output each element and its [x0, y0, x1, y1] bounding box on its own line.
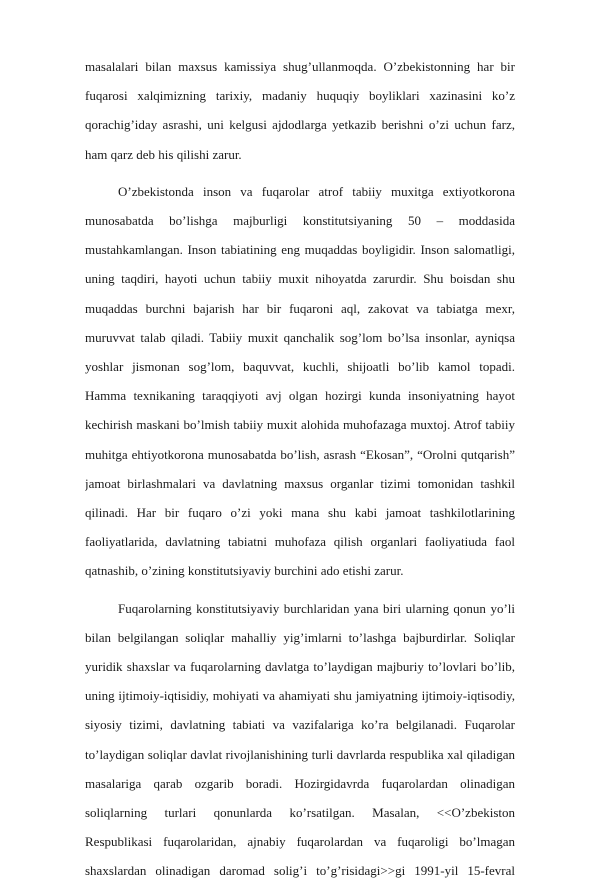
- text-line: Hamma texnikaning taraqqiyoti avj olgan hozirgi kunda insoniyatning hayot: [85, 388, 515, 403]
- text-line: kechirish maskani bo’lmish tabiiy muxit alohida muhofazaga muxtoj. Atrof tabiiy: [85, 417, 515, 432]
- text-line: uning taqdiri, hayoti uchun tabiiy muxit nihoyatda zarurdir. Shu boisdan shu: [85, 271, 515, 286]
- text-line: ham qarz deb his qilishi zarur.: [85, 147, 242, 162]
- text-line: uning ijtimoiy-iqtisidiy, mohiyati va ahamiyati shu jamiyatning ijtimoiy-iqtisodiy,: [85, 688, 515, 703]
- text-line: muruvvat talab qiladi. Tabiiy muxit qanchalik sog’lom bo’lsa insonlar, ayniqsa: [85, 330, 515, 345]
- text-line: shaxslardan olinadigan daromad solig’i to’g’risidagi>>gi 1991-yil 15-fevral: [85, 863, 515, 878]
- text-line: siyosiy tizimi, davlatning tabiati va vazifalariga ko’ra belgilanadi. Fuqarolar: [85, 717, 515, 732]
- text-line: munosabatda bo’lishga majburligi konstitutsiyaning 50 – moddasida: [85, 213, 515, 228]
- text-line: Respublikasi fuqarolaridan, ajnabiy fuqarolardan va fuqaroligi bo’lmagan: [85, 834, 515, 849]
- text-line: fuqarosi xalqimizning tarixiy, madaniy huquqiy boyliklari xazinasini ko’z: [85, 88, 515, 103]
- text-line: to’laydigan soliqlar davlat rivojlanishining turli davrlarda respublika xal qiladigan: [85, 747, 515, 762]
- text-line: qilinadi. Har bir fuqaro o’zi yoki mana shu kabi jamoat tashkilotlarining: [85, 505, 515, 520]
- text-line: yoshlar jismonan sog’lom, baquvvat, kuchli, shijoatli bo’lib kamol topadi.: [85, 359, 515, 374]
- text-line: masalalari bilan maxsus kamissiya shug’ullanmoqda. O’zbekistonning har bir: [85, 59, 515, 74]
- text-line: masalariga qarab ozgarib boradi. Hozirgidavrda fuqarolardan olinadigan: [85, 776, 515, 791]
- text-line: O’zbekistonda inson va fuqarolar atrof tabiiy muxitga extiyotkorona: [118, 184, 515, 199]
- text-line: Fuqarolarning konstitutsiyaviy burchlaridan yana biri ularning qonun yo’li: [118, 601, 515, 616]
- text-line: qatnashib, o’zining konstitutsiyaviy burchini ado etishi zarur.: [85, 563, 404, 578]
- text-line: bilan belgilangan soliqlar mahalliy yig’imlarni to’lashga bajburdirlar. Soliqlar: [85, 630, 515, 645]
- text-line: jamoat birlashmalari va davlatning maxsus organlar tizimi tomonidan tashkil: [85, 476, 515, 491]
- text-line: muqaddas burchni bajarish har bir fuqaroni aql, zakovat va tabiatga mexr,: [85, 301, 515, 316]
- text-line: muhitga ehtiyotkorona munosabatda bo’lish, asrash “Ekosan”, “Orolni qutqarish”: [85, 447, 515, 462]
- text-line: yuridik shaxslar va fuqarolarning davlatga to’laydigan majburiy to’lovlari bo’lib,: [85, 659, 515, 674]
- text-line: faoliyatlarida, davlatning tabiatni muhofaza qilish organlari faoliyatiuda faol: [85, 534, 515, 549]
- text-line: soliqlarning turlari qonunlarda ko’rsatilgan. Masalan, <<O’zbekiston: [85, 805, 515, 820]
- text-line: mustahkamlangan. Inson tabiatining eng muqaddas boyligidir. Inson salomatligi,: [85, 242, 515, 257]
- text-line: qorachig’iday asrashi, uni kelgusi ajdodlarga yetkazib berishni o’zi uchun farz,: [85, 117, 515, 132]
